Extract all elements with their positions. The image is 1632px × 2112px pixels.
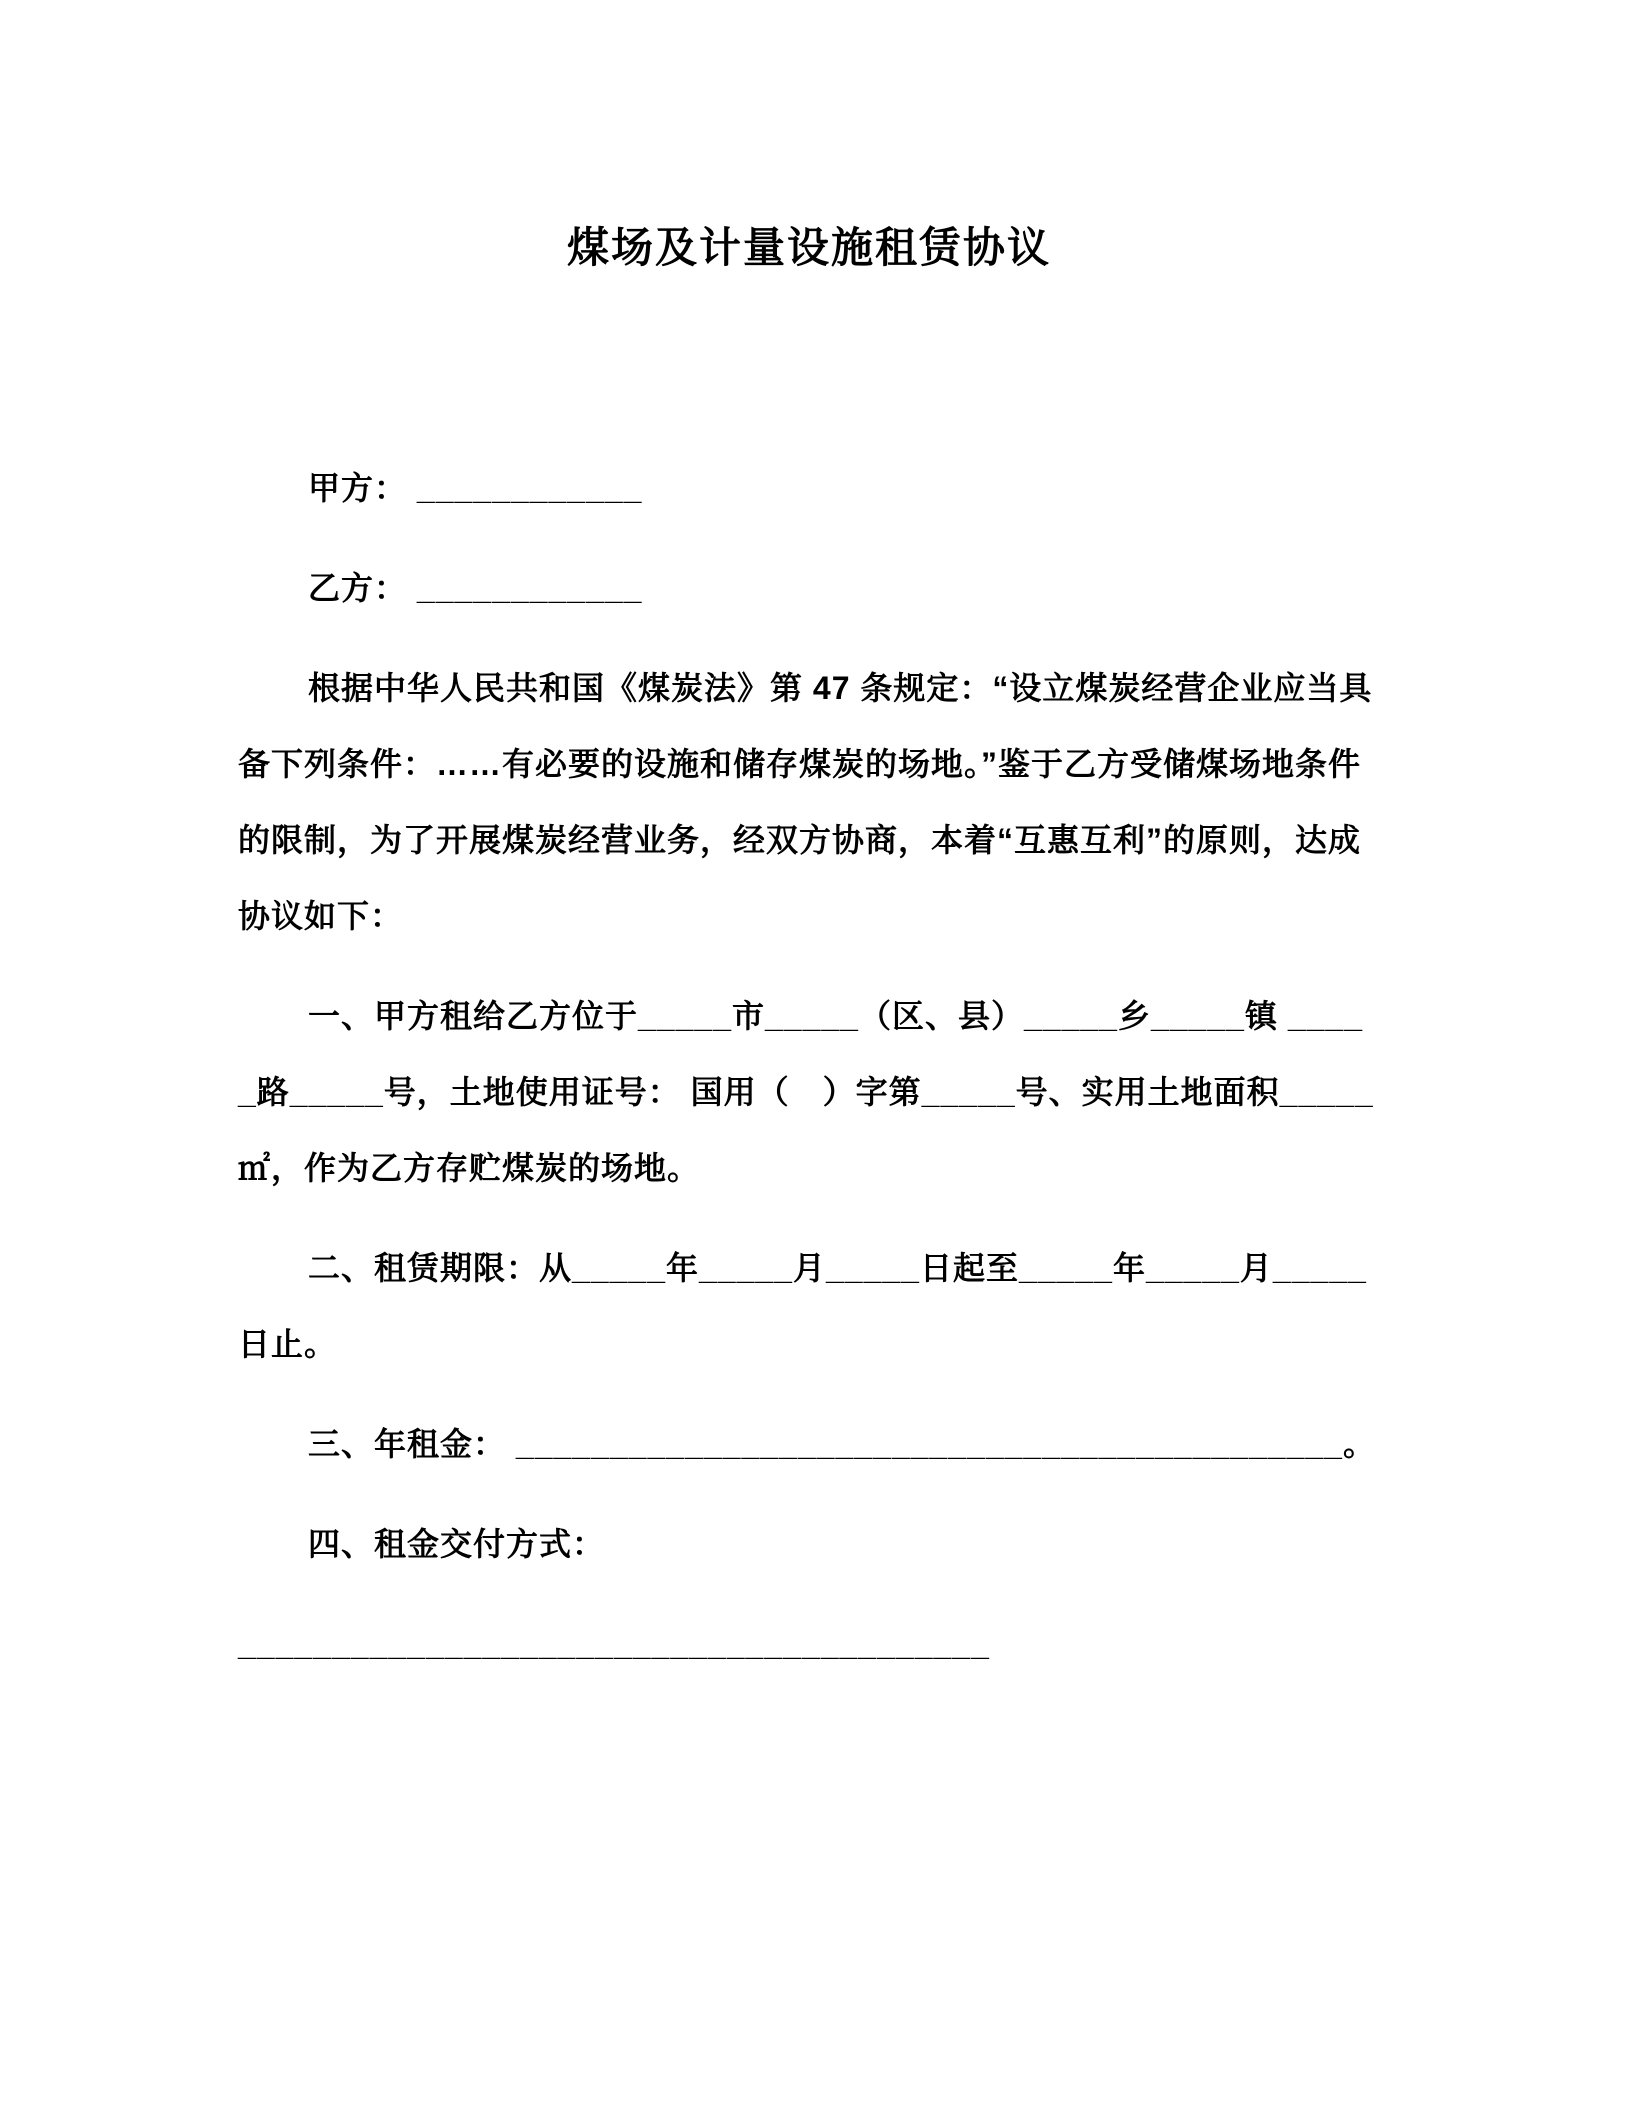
document-title: 煤场及计量设施租赁协议 [566,224,1051,271]
clause-1-site-location: 一、甲方租给乙方位于_____市_____（区、县）_____乡_____镇 _____路_____号，土地使用证号： 国用（ ）字第_____号、实用土地面积_____㎡，作为乙方存贮煤炭的场地。 [238,998,1374,1186]
clause-2-lease-term: 二、租赁期限：从_____年_____月_____日起至_____年_____月_____日止。 [238,1250,1367,1362]
party-a-line: 甲方： ____________ [308,470,643,506]
payment-method-blank-line: ________________________________________ [238,1626,990,1662]
clause-3-annual-rent: 三、年租金： ____________________________________________。 [308,1426,1376,1462]
party-b-line: 乙方： ____________ [308,570,643,606]
intro-paragraph: 根据中华人民共和国《煤炭法》第 47 条规定：“设立煤炭经营企业应当具备下列条件：……有必要的设施和储存煤炭的场地。”鉴于乙方受储煤场地条件的限制，为了开展煤炭经营业务，经双方协商，本着“互惠互利”的原则，达成协议如下： [238,670,1373,934]
clause-4-payment-method: 四、租金交付方式： [308,1526,606,1562]
